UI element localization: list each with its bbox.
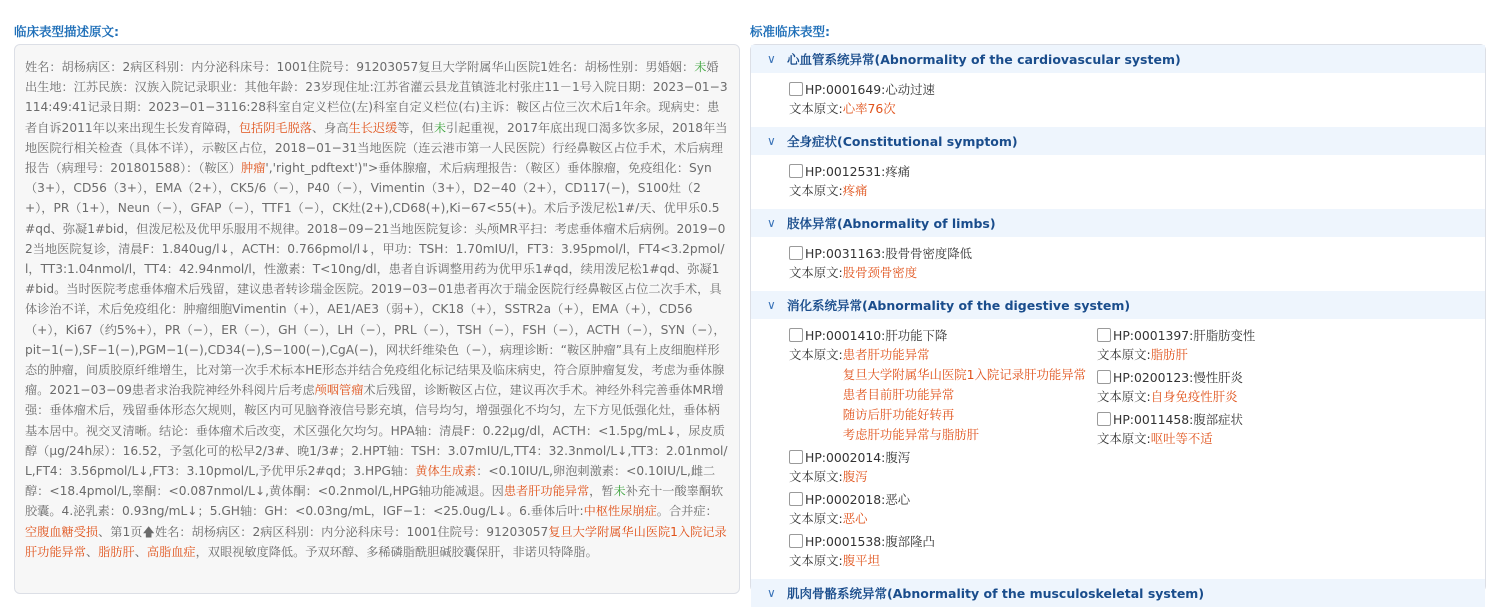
phenotype-term[interactable]	[789, 447, 1093, 467]
phenotype-entry	[789, 489, 1093, 529]
phenotype-term[interactable]	[789, 325, 1093, 345]
original-text-values	[843, 345, 1086, 445]
text-segment: ：<0.10IU/L,卵泡刺激素：<0.10IU/L,雌二醇：<18.4pmol/L,睾酮：<0.087nmol/L↓,黄体酮：<0.2nmol/L,HPG轴功能减退。因	[25, 464, 716, 499]
chevron-down-icon[interactable]: ∨	[767, 134, 776, 148]
phenotype-entry	[1097, 409, 1445, 449]
phenotype-entry	[1097, 325, 1445, 365]
original-text-label: 文本原文:	[789, 511, 843, 526]
negation-span: 未	[694, 60, 707, 74]
term-label: HP:0001538:腹部隆凸	[805, 534, 935, 549]
phenotype-term[interactable]	[789, 161, 1093, 181]
original-text-snippet[interactable]: 呕吐等不适	[1150, 431, 1213, 446]
highlighted-phenotype-span[interactable]: 生长迟缓	[348, 120, 398, 135]
negation-span: 未	[433, 120, 447, 135]
original-text-values	[1151, 429, 1213, 449]
text-segment: 、	[85, 544, 99, 559]
phenotype-term[interactable]	[1097, 409, 1445, 429]
phenotype-term[interactable]	[1097, 325, 1445, 345]
checkbox-icon[interactable]	[1097, 328, 1111, 342]
original-text-label: 文本原文:	[789, 553, 843, 568]
original-text-values	[843, 99, 896, 119]
original-text-label: 文本原文:	[789, 469, 843, 484]
category-body	[751, 319, 1485, 579]
original-text-snippet[interactable]: 考虑肝功能异常与脂肪肝	[842, 427, 980, 442]
term-label: HP:0001649:心动过速	[805, 82, 935, 97]
phenotype-entry	[789, 243, 1093, 283]
highlighted-phenotype-span[interactable]: 包括阴毛脱落	[238, 120, 312, 135]
phenotype-entry	[789, 325, 1093, 445]
negation-span: 未	[613, 484, 626, 499]
checkbox-icon[interactable]	[789, 164, 803, 178]
text-segment: ，双眼视敏度降低。予双环醇、多稀磷脂酰胆碱胶囊保肝，非诺贝特降脂。	[195, 544, 598, 559]
term-label: HP:0031163:股骨骨密度降低	[805, 246, 973, 261]
term-column	[751, 77, 1093, 121]
phenotype-entry	[789, 161, 1093, 201]
original-text-values	[843, 509, 868, 529]
original-text-snippet[interactable]: 自身免疫性肝炎	[1150, 389, 1238, 404]
term-label: HP:0011458:腹部症状	[1113, 412, 1243, 427]
phenotype-entry	[789, 79, 1093, 119]
original-text-title: 临床表型描述原文:	[14, 24, 119, 39]
text-segment: 。合并症：	[656, 504, 718, 519]
phenotype-term[interactable]	[789, 243, 1093, 263]
highlighted-phenotype-span[interactable]: 复旦大学附属华山医院1入院记录肝功能异常	[25, 524, 727, 559]
phenotype-term[interactable]	[789, 531, 1093, 551]
highlighted-phenotype-span[interactable]: 肿瘤	[241, 161, 266, 176]
checkbox-icon[interactable]	[789, 450, 803, 464]
text-segment: 、第1页🡅姓名：胡杨病区：2病区科别：内分泌科床号：1001住院号：91203057	[98, 524, 549, 539]
category-body	[751, 155, 1485, 209]
highlighted-phenotype-span[interactable]: 脂肪肝	[98, 544, 135, 559]
phenotype-entry	[789, 447, 1093, 487]
chevron-down-icon[interactable]: ∨	[767, 586, 776, 600]
phenotype-entry	[1097, 367, 1445, 407]
standard-phenotype-title: 标准临床表型:	[750, 24, 830, 39]
original-text-snippet[interactable]: 心率76次	[842, 101, 896, 116]
original-text-snippet[interactable]: 患者目前肝功能异常	[842, 387, 955, 402]
term-label: HP:0002014:腹泻	[805, 450, 911, 465]
original-text-values	[843, 467, 868, 487]
text-segment: 、	[134, 544, 147, 559]
text-segment: 、身高	[311, 120, 349, 135]
original-text-snippet[interactable]: 疼痛	[842, 183, 868, 198]
category-name: 全身症状(Constitutional symptom)	[787, 134, 1018, 149]
term-column	[1093, 323, 1445, 573]
term-label: HP:0012531:疼痛	[805, 164, 911, 179]
category-header[interactable]	[751, 291, 1485, 319]
original-text-label: 文本原文:	[1097, 389, 1151, 404]
original-text-panel[interactable]	[14, 44, 740, 594]
highlighted-phenotype-span[interactable]: 空腹血糖受损	[25, 524, 99, 539]
original-text-snippet[interactable]: 患者肝功能异常	[842, 347, 930, 362]
highlighted-phenotype-span[interactable]: 中枢性尿崩症	[583, 504, 657, 519]
original-text-body	[15, 45, 739, 562]
text-segment: 等，但	[397, 120, 434, 135]
term-column	[751, 323, 1093, 573]
term-label: HP:0002018:恶心	[805, 492, 911, 507]
original-text-values	[843, 263, 917, 283]
chevron-down-icon[interactable]: ∨	[767, 298, 776, 312]
text-segment: 婚出生地：江苏民族：汉族入院记录职业：其他年龄：23岁现住址:江苏省灌云县龙苴镇涟北村张庄11－1号入院日期：2023−01−3114:49:41记录日期：2023−01−3116:28科室自定义栏位(左)科室自定义栏位(右)主诉：鞍区占位三次术后1年余。现病史：患者自诉2011年以来出现生长发育障碍，	[25, 60, 728, 135]
category-name: 消化系统异常(Abnormality of the digestive system)	[787, 298, 1131, 313]
original-text-snippet[interactable]: 股骨颈骨密度	[842, 265, 918, 280]
text-segment: 引起重视，2017年底出现口渴多饮多尿，2018年当地医院行相关检查（具体不详），示鞍区占位，2018−01−31当地医院（连云港市第一人民医院）行经鼻鞍区占位手术，术后病理报告（病理号：201801588）：（鞍区）	[25, 120, 728, 176]
chevron-down-icon[interactable]: ∨	[767, 216, 776, 230]
phenotype-term[interactable]	[1097, 367, 1445, 387]
phenotype-entry	[789, 531, 1093, 571]
original-text-snippet[interactable]: 复旦大学附属华山医院1入院记录肝功能异常	[842, 367, 1087, 382]
term-column	[751, 241, 1093, 285]
category-body	[751, 73, 1485, 127]
standard-phenotype-panel[interactable]	[750, 44, 1486, 601]
original-text-snippet[interactable]: 随访后肝功能好转再	[842, 407, 955, 422]
category-header[interactable]	[751, 579, 1485, 607]
category-name: 肢体异常(Abnormality of limbs)	[787, 216, 996, 231]
phenotype-term[interactable]	[789, 79, 1093, 99]
checkbox-icon[interactable]	[789, 534, 803, 548]
category-header[interactable]	[751, 45, 1485, 73]
original-text-values	[843, 181, 868, 201]
original-text-label: 文本原文:	[789, 347, 843, 362]
original-text-snippet[interactable]: 腹平坦	[842, 553, 880, 568]
checkbox-icon[interactable]	[1097, 412, 1111, 426]
original-text-snippet[interactable]: 腹泻	[842, 469, 868, 484]
original-text-values	[843, 551, 880, 571]
checkbox-icon[interactable]	[789, 328, 803, 342]
highlighted-phenotype-span[interactable]: 高脂血症	[146, 544, 196, 559]
term-column	[751, 159, 1093, 203]
original-text-label: 文本原文:	[1097, 347, 1151, 362]
checkbox-icon[interactable]	[789, 82, 803, 96]
category-name: 心血管系统异常(Abnormality of the cardiovascular system)	[787, 52, 1181, 67]
text-segment: 术后残留，诊断鞍区占位，建议再次手术。神经外科完善垂体MR增强：垂体瘤术后，残留垂体形态欠规则，鞍区内可见脑脊液信号影充填，信号均匀，增强强化不均匀，左下方见低强化灶，垂体柄基本居中。视交叉清晰。结论：垂体瘤术后改变，术区强化欠均匀。HPA轴：清晨F：0.22μg/dl，ACTH：<1.5pg/mL↓，尿皮质醇（μg/24h尿）：16.52，予氢化可的松早2/3#、晚1/3#；2.HPT轴：TSH：3.07mIU/L,TT4：32.3nmol/L↓,TT3：2.01nmol/L,FT4：3.56pmol/L↓,FT3：3.10pmol/L,予优甲乐2#qd；3.HPG轴：	[25, 383, 728, 479]
original-text-label: 文本原文:	[1097, 431, 1151, 446]
category-header[interactable]	[751, 127, 1485, 155]
original-text-snippet[interactable]: 恶心	[842, 511, 868, 526]
term-label: HP:0001410:肝功能下降	[805, 328, 948, 343]
original-text-label: 文本原文:	[789, 101, 843, 116]
text-segment: 补充十一酸睾酮软胶囊。4.泌乳素：0.93ng/mL↓；5.GH轴：GH：<0.03ng/mL，IGF−1：<25.0ug/L↓。6.垂体后叶:	[25, 484, 724, 519]
category-header[interactable]	[751, 209, 1485, 237]
original-text-snippet[interactable]: 脂肪肝	[1150, 347, 1188, 362]
checkbox-icon[interactable]	[789, 246, 803, 260]
checkbox-icon[interactable]	[1097, 370, 1111, 384]
original-text-label: 文本原文:	[789, 183, 843, 198]
text-segment: ','right_pdftext')">垂体腺瘤，术后病理报告：（鞍区）垂体腺瘤，免疫组化：Syn（3+），CD56（3+），EMA（2+），CK5/6（−），P40（−），Vimentin（3+），D2−40（2+），CD117(−)，S100灶（2+），PR（1+），Neun（−），GFAP（−），TTF1（−），CK灶(2+),CD68(+),Ki−67<55(+)。术后予泼尼松1#/天、优甲乐0.5#qd、弥凝1#bid，但泼尼松及优甲乐服用不规律。2018−09−21当地医院复诊：头颅MR平扫：考虑垂体瘤术后病例。2019−02当地医院复诊，清晨F：1.840ug/l↓，ACTH：0.766pmol/l↓，甲功：TSH：1.70mIU/l，FT3：3.95pmol/l，FT4<3.2pmol/l，TT3:1.04nmol/l，TT4：42.94nmol/l，性激素：T<10ng/dl，患者自诉调整用药为优甲乐1#qd，续用泼尼松1#qd、弥凝1#bid。当时医院考虑垂体瘤术后残留，建议患者转诊瑞金医院。2019−03−01患者再次于瑞金医院行经鼻鞍区占位二次手术，具体诊治不详，术后免疫组化：肿瘤细胞Vimentin（+），AE1/AE3（弱+），CK18（+），SSTR2a（+），EMA（+），CD56（+），Ki67（约5%+），PR（−），ER（−），GH（−），LH（−），PRL（−），TSH（−），FSH（−），ACTH（−），SYN（−），pit−1(−),SF−1(−),PGM−1(−),CD34(−),S−100(−),CgA(−)，网状纤维染色（−），病理诊断：“鞍区肿瘤”具有上皮细胞样形态的肿瘤，间质胶原纤维增生，比对第一次手术标本HE形态并结合免疫组化标记结果及临床病史，符合原肿瘤复发，考虑为垂体腺瘤。2021−03−09患者求治我院神经外科阅片后考虑	[25, 161, 726, 398]
highlighted-phenotype-span[interactable]: 患者肝功能异常	[503, 484, 590, 499]
checkbox-icon[interactable]	[789, 492, 803, 506]
category-name: 肌肉骨骼系统异常(Abnormality of the musculoskeletal system)	[787, 586, 1205, 601]
highlighted-phenotype-span[interactable]: 黄体生成素	[415, 464, 477, 479]
highlighted-phenotype-span[interactable]: 颅咽管瘤	[314, 383, 364, 398]
phenotype-term[interactable]	[789, 489, 1093, 509]
chevron-down-icon[interactable]: ∨	[767, 52, 776, 66]
original-text-label: 文本原文:	[789, 265, 843, 280]
text-segment: 姓名：胡杨病区：2病区科别：内分泌科床号：1001住院号：91203057复旦大学附属华山医院1姓名：胡杨性别：男婚姻：	[25, 60, 695, 74]
original-text-values	[1151, 387, 1238, 407]
original-text-values	[1151, 345, 1188, 365]
text-segment: ，暂	[589, 484, 614, 499]
category-body	[751, 237, 1485, 291]
term-label: HP:0200123:慢性肝炎	[1113, 370, 1243, 385]
term-label: HP:0001397:肝脂肪变性	[1113, 328, 1256, 343]
